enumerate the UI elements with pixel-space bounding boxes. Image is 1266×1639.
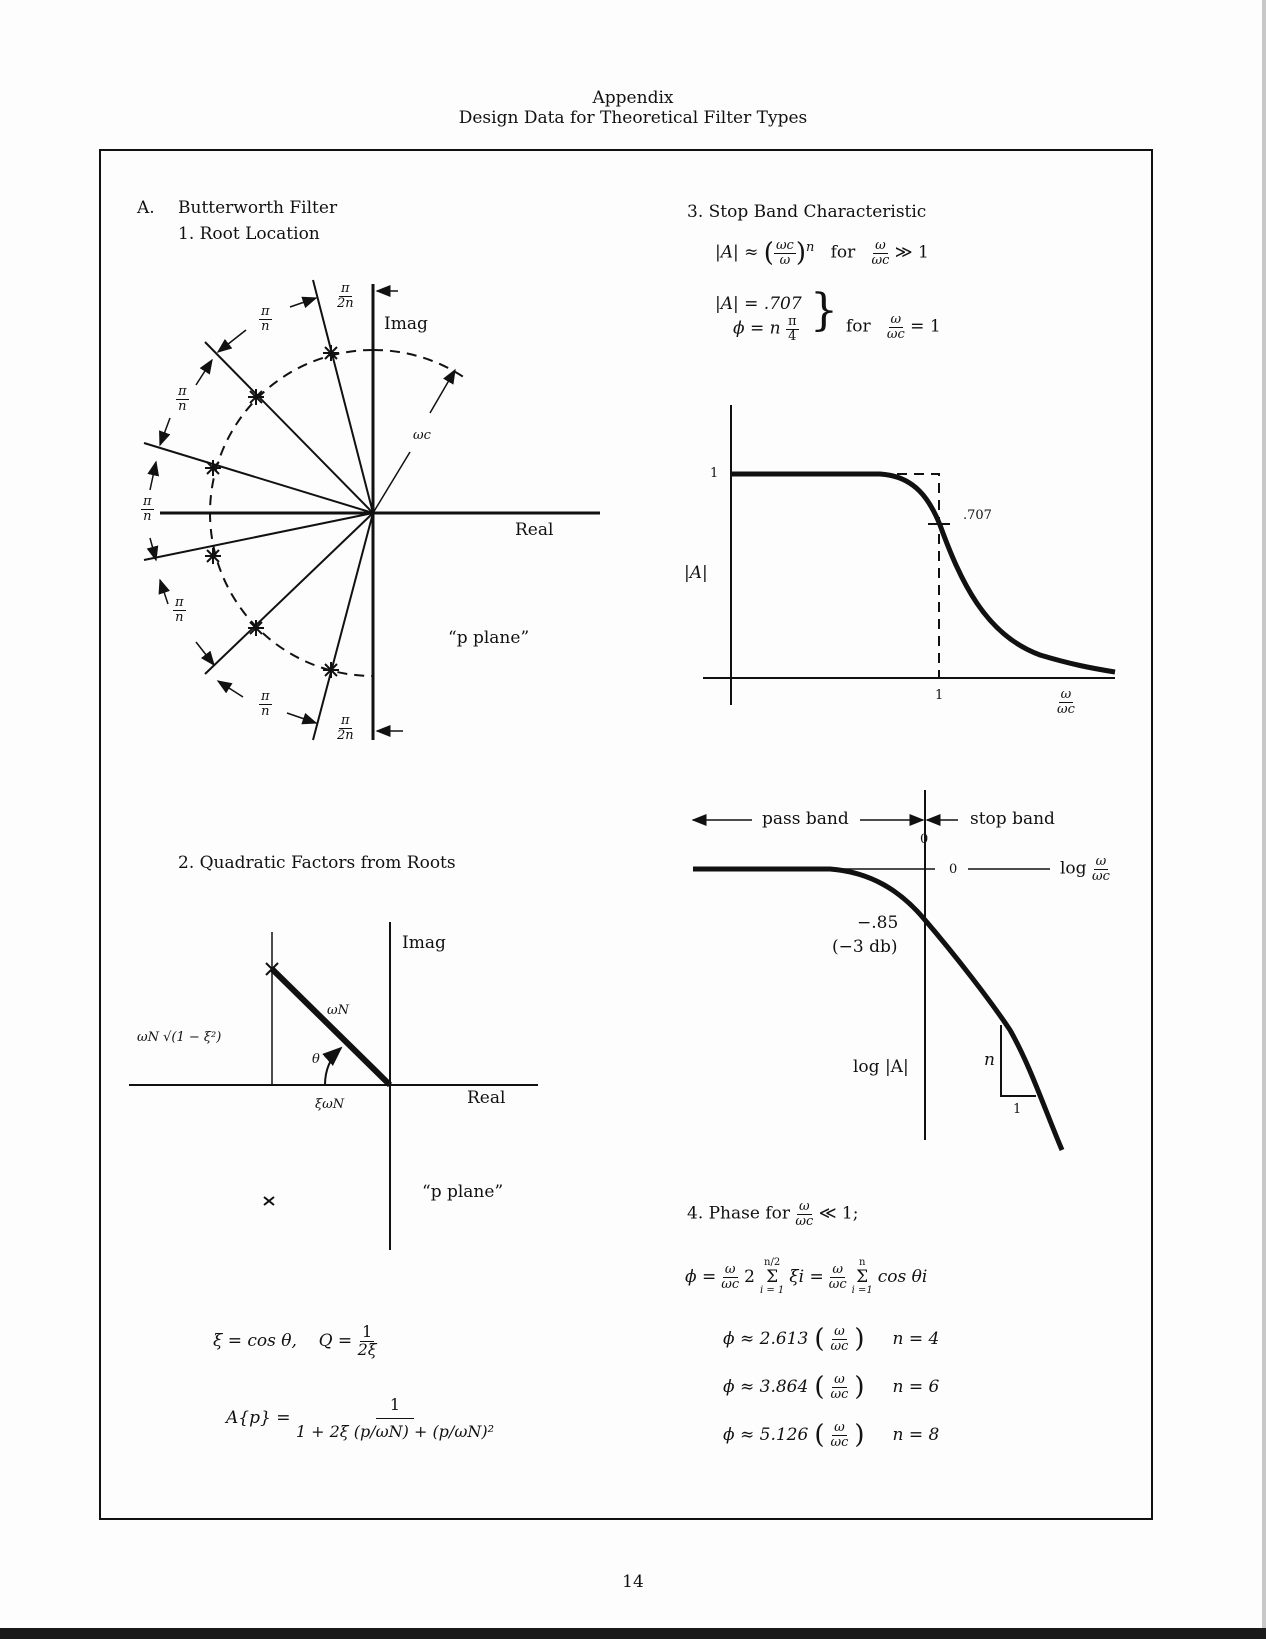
slope-n-label: n	[984, 1050, 995, 1070]
minus-3db-label: (−3 db)	[832, 937, 898, 957]
root-location-heading: 1. Root Location	[178, 224, 320, 244]
angle-label-pi-2n-top: $\frac{\pi}{2n}$	[337, 281, 354, 311]
zero-axis-label: 0	[949, 862, 958, 877]
angle-label-pi-n-2: $\frac{\pi}{n}$	[178, 384, 187, 414]
angle-label-pi-2n-bottom: $\frac{\pi}{2n}$	[337, 713, 354, 743]
p-plane-label: “p plane”	[448, 628, 530, 648]
stop-band-heading: 3. Stop Band Characteristic	[687, 202, 927, 222]
magnitude-plot	[703, 405, 1115, 705]
log-magnitude-plot	[693, 790, 1062, 1150]
brace: }	[810, 285, 838, 336]
stop-band-equation-2b: ϕ = n $\frac{\pi}{4}$	[733, 314, 797, 344]
y-tick-1: 1	[710, 466, 719, 481]
section-title: Butterworth Filter	[178, 198, 338, 218]
scan-bottom-edge	[0, 1628, 1266, 1639]
zero-top-label: 0	[920, 832, 929, 847]
root-location-diagram	[144, 280, 600, 743]
angle-label-pi-n-5: $\frac{\pi}{n}$	[261, 689, 270, 719]
log-y-axis-label: log |A|	[853, 1057, 909, 1077]
real-axis-label: Real	[515, 520, 554, 540]
quad-imag-label: Imag	[402, 933, 446, 953]
section-letter: A.	[137, 198, 155, 218]
phase-sum-equation: ϕ = $\frac{\omega}{\omega c}$ 2 n/2 Σ i = 1 ξi = $\frac{\omega}{\omega c}$ n Σ i =1 cos θi	[685, 1257, 928, 1297]
height-label: ωN √(1 − ξ²)	[137, 1030, 222, 1045]
angle-label-pi-n-1: $\frac{\pi}{n}$	[261, 304, 270, 334]
xi-omega-n-label: ξωN	[315, 1097, 345, 1112]
stop-band-equation-2a: |A| = .707	[715, 294, 802, 314]
pass-band-label: pass band	[762, 809, 849, 829]
phase-row-n8: ϕ ≈ 5.126 ( $\frac{\omega}{\omega c}$ ) n = 8	[723, 1419, 940, 1450]
page-header-title: Design Data for Theoretical Filter Types	[458, 108, 808, 128]
phase-row-n4: ϕ ≈ 2.613 ( $\frac{\omega}{\omega c}$ ) n = 4	[723, 1323, 940, 1354]
omega-n-hyp-label: ωN	[327, 1003, 349, 1018]
transfer-function-equation: A{p} = $\frac{1}{\text{1 + 2ξ (p/ωN) + (p/ωN)²}}$	[226, 1392, 494, 1444]
angle-label-pi-n-3: $\frac{\pi}{n}$	[143, 494, 152, 524]
y-axis-label-abs-a: |A|	[684, 563, 708, 583]
imag-axis-label: Imag	[384, 314, 428, 334]
xi-q-equation: ξ = cos θ, Q = $\frac{1}{2\xi}$	[213, 1322, 377, 1359]
quad-real-label: Real	[467, 1088, 506, 1108]
angle-label-pi-n-4: $\frac{\pi}{n}$	[175, 595, 184, 625]
page-header-appendix: Appendix	[592, 88, 674, 108]
quadratic-heading: 2. Quadratic Factors from Roots	[178, 853, 456, 873]
log-x-axis-label: log $\frac{\omega}{\omega c}$	[1060, 854, 1110, 884]
annotation-707: .707	[963, 508, 992, 523]
quad-p-plane-label: “p plane”	[422, 1182, 504, 1202]
stop-band-label: stop band	[970, 809, 1055, 829]
slope-1-label: 1	[1013, 1102, 1022, 1117]
x-axis-label-w-wc: $\frac{\omega}{\omega c}$	[1057, 687, 1075, 717]
phase-row-n6: ϕ ≈ 3.864 ( $\frac{\omega}{\omega c}$ ) n = 6	[723, 1371, 940, 1402]
page-number: 14	[622, 1572, 644, 1592]
stop-band-condition-2: for $\frac{\omega}{\omega c}$ = 1	[846, 312, 941, 342]
phase-heading: 4. Phase for $\frac{\omega}{\omega c}$ ≪ 1;	[687, 1199, 859, 1229]
stop-band-equation-1: |A| ≈ ( $\frac{\omega c}{\omega}$ )$^n$ for $\frac{\omega}{\omega c}$ ≫ 1	[715, 237, 929, 268]
minus-85-label: −.85	[857, 913, 899, 933]
x-tick-1: 1	[935, 688, 944, 703]
theta-label: θ	[312, 1052, 320, 1067]
radius-omega-c-label: ωc	[413, 428, 431, 443]
